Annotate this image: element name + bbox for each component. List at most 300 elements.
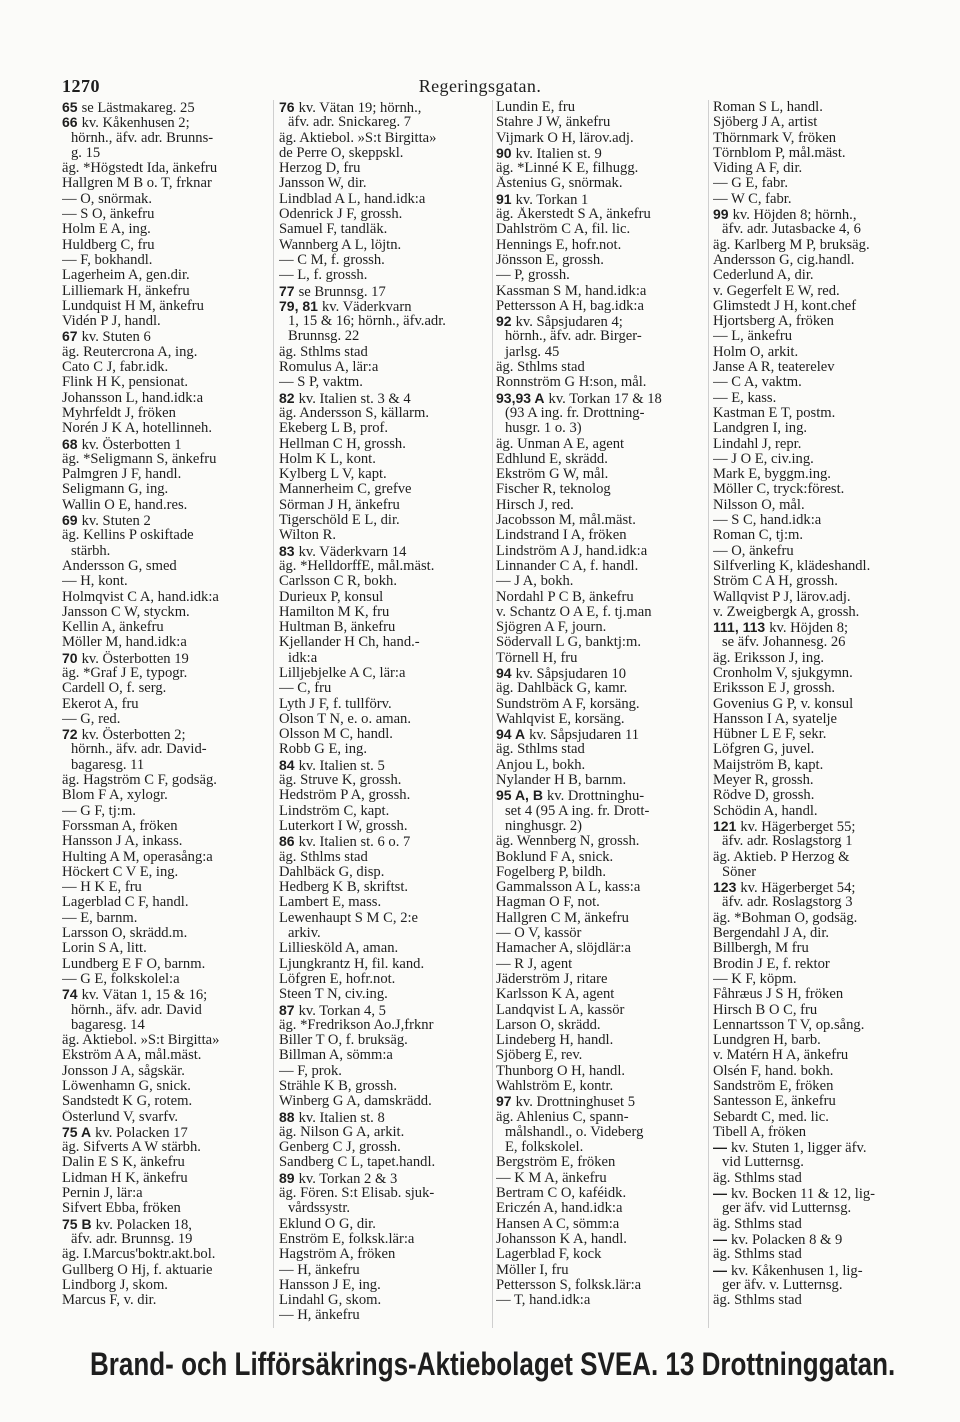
entry-line [496, 1186, 706, 1201]
entry-line [496, 1003, 706, 1018]
entry-heading [62, 1217, 270, 1232]
entry-line [279, 987, 490, 1002]
property-number: 88 [279, 1109, 295, 1125]
entry-line [713, 941, 917, 956]
entry-text: — H K E, fru [62, 880, 142, 896]
entry-text: hörnh., äfv. adr. Brunns- [71, 130, 214, 146]
entry-text: kv. Kåkenhusen 1, lig- [731, 1262, 863, 1278]
entry-line [62, 605, 270, 620]
entry-line [713, 1171, 917, 1186]
entry-text: Forssman A, fröken [62, 818, 178, 834]
entry-text: E, folkskolel. [505, 1140, 584, 1156]
entry-text: kv. Stuten 1, ligger äfv. [731, 1140, 867, 1156]
entry-text: v. Gegerfelt E W, red. [713, 283, 840, 299]
entry-line [496, 1247, 706, 1262]
entry-line [713, 788, 917, 803]
entry-line [496, 773, 706, 788]
entry-heading [279, 100, 490, 115]
entry-heading [496, 391, 706, 406]
entry-text: Lindborg J, skom. [62, 1277, 168, 1293]
entry-text: äg. Fören. S:t Elisab. sjuk- [279, 1186, 435, 1202]
entry-text: Lyth J F, f. tullförv. [279, 696, 392, 712]
entry-line [62, 1110, 270, 1125]
property-number: 75 B [62, 1216, 92, 1232]
entry-text: Carlsson C R, bokh. [279, 574, 397, 590]
entry-heading [713, 1140, 917, 1155]
entry-text: Roman S L, handl. [713, 100, 823, 115]
entry-line [713, 314, 917, 329]
entry-line [713, 131, 917, 146]
entry-line [496, 941, 706, 956]
entry-line [279, 1064, 490, 1079]
entry-text: Eriksson E J, grossh. [713, 681, 836, 697]
entry-line [713, 452, 917, 467]
entry-line [496, 467, 706, 482]
entry-text: Lennartsson T V, op.sång. [713, 1017, 865, 1033]
entry-line [279, 819, 490, 834]
entry-line [62, 314, 270, 329]
entry-heading [713, 207, 917, 222]
entry-text: Sandberg C L, tapet.handl. [279, 1155, 436, 1171]
entry-text: Hagström A, fröken [279, 1247, 396, 1263]
entry-line [713, 1247, 917, 1262]
entry-text: Strähle K B, grossh. [279, 1079, 397, 1094]
entry-text: Lilliemark H, änkefru [62, 283, 190, 299]
entry-line [62, 391, 270, 406]
entry-text: Jönsson E, grossh. [496, 252, 604, 268]
entry-line [713, 1003, 917, 1018]
entry-heading [496, 192, 706, 207]
entry-text: kv. Italien st. 5 [298, 757, 385, 774]
entry-text: Dahlström C A, fil. lic. [496, 222, 631, 238]
entry-text: Åstenius G, snörmak. [496, 176, 623, 192]
entry-text: Lindeberg H, handl. [496, 1033, 614, 1049]
entry-line [496, 574, 706, 589]
entry-text: Lindahl G, skom. [279, 1293, 382, 1309]
property-number: 121 [713, 818, 737, 834]
property-number: 79, 81 [279, 298, 318, 314]
entry-text: äg. Sthlms stad [496, 360, 585, 376]
entry-text: — C M, f. grossh. [279, 252, 385, 268]
entry-text: se Brunnsg. 17 [298, 283, 386, 299]
entry-continuation [279, 651, 490, 666]
entry-continuation [496, 819, 706, 834]
entry-text: äg. Dahlbäck G, kamr. [496, 681, 628, 697]
entry-text: kv. Österbotten 19 [81, 650, 189, 666]
entry-text: Rödve D, grossh. [713, 788, 815, 804]
entry-text: målshandl., o. Videberg [505, 1124, 644, 1140]
entry-line [496, 1110, 706, 1125]
entry-line [496, 360, 706, 375]
entry-text: Linnander C A, f. handl. [496, 558, 639, 574]
entry-line [496, 987, 706, 1002]
entry-continuation [279, 1201, 490, 1216]
entry-text: Ljungkrantz H, fil. kand. [279, 956, 425, 972]
entry-line [713, 268, 917, 283]
entry-text: — O V, kassör [496, 926, 582, 942]
property-number: 74 [62, 987, 78, 1003]
entry-text: äg. Andersson S, källarm. [279, 405, 429, 421]
entry-line [62, 1278, 270, 1293]
entry-text: Mannerheim C, grefve [279, 482, 412, 498]
entry-line [62, 957, 270, 972]
entry-text: Tigerschöld E L, dir. [279, 513, 400, 529]
entry-text: äg. Kellins P oskiftade [62, 528, 194, 544]
entry-line [62, 1094, 270, 1109]
entry-text: Seligmann G, ing. [62, 482, 169, 498]
entry-line [279, 421, 490, 436]
entry-line [62, 972, 270, 987]
entry-line [279, 635, 490, 650]
entry-text: äg. Sthlms stad [713, 1170, 802, 1186]
entry-line [713, 1125, 917, 1140]
entry-text: — L, f. grossh. [279, 268, 368, 284]
entry-text: Schödin A, handl. [713, 803, 818, 819]
entry-continuation [62, 1018, 270, 1033]
entry-continuation [279, 115, 490, 130]
entry-text: Hamilton M K, fru [279, 604, 390, 620]
entry-text: arkiv. [288, 926, 321, 942]
entry-heading [496, 788, 706, 803]
entry-line [279, 406, 490, 421]
entry-text: — C, fru [279, 681, 332, 697]
property-number: — [713, 1231, 727, 1247]
entry-line [279, 1033, 490, 1048]
entry-line [713, 391, 917, 406]
entry-line [713, 482, 917, 497]
entry-line [496, 590, 706, 605]
entry-text: Vijmark O H, lärov.adj. [496, 130, 634, 146]
page-header [0, 76, 960, 98]
entry-continuation [496, 421, 706, 436]
entry-line [713, 345, 917, 360]
property-number: 92 [496, 314, 512, 330]
entry-heading [279, 1171, 490, 1186]
entry-line [279, 773, 490, 788]
entry-text: äg. Sthlms stad [713, 1293, 802, 1309]
entry-line [496, 222, 706, 237]
entry-continuation [713, 865, 917, 880]
entry-line [496, 620, 706, 635]
entry-text: Kjellander H Ch, hand.- [279, 635, 420, 651]
entry-line [496, 207, 706, 222]
entry-text: vid Lutternsg. [722, 1155, 804, 1171]
entry-text: Stahre J W, änkefru [496, 115, 611, 131]
entry-text: Hjortsberg A, fröken [713, 314, 834, 330]
entry-text: Lagerblad F, kock [496, 1247, 602, 1263]
entry-line [279, 161, 490, 176]
entry-line [279, 253, 490, 268]
entry-text: Holm K L, kont. [279, 451, 376, 467]
property-number: 94 A [496, 727, 526, 743]
entry-text: Karlsson K A, agent [496, 987, 615, 1003]
entry-line [713, 987, 917, 1002]
entry-line [713, 467, 917, 482]
entry-line [496, 1232, 706, 1247]
entry-line [496, 972, 706, 987]
entry-continuation [62, 544, 270, 559]
entry-text: Maijström B, kapt. [713, 757, 824, 773]
entry-line [496, 742, 706, 757]
entry-text: ger äfv. v. Lutternsg. [722, 1277, 843, 1293]
entry-line [279, 528, 490, 543]
entry-line [62, 926, 270, 941]
property-number: 72 [62, 727, 78, 743]
entry-line [62, 482, 270, 497]
property-number: 99 [713, 207, 729, 223]
entry-text: Roman C, tj:m. [713, 528, 803, 544]
entry-line [713, 360, 917, 375]
entry-text: äg. *Linné K E, filhugg. [496, 161, 639, 177]
entry-text: — E, barnm. [62, 910, 138, 926]
entry-line [62, 1247, 270, 1262]
entry-heading [279, 299, 490, 314]
entry-line [62, 712, 270, 727]
footer-advertisement: Brand- och Lifförsäkrings-Aktiebolaget SVEA. 13 Drottninggatan. [90, 1346, 896, 1382]
entry-line [713, 1110, 917, 1125]
entry-text: äg. Eriksson J, ing. [713, 650, 825, 666]
entry-text: äg. Aktiebol. »S:t Birgitta» [279, 130, 437, 146]
entry-continuation [713, 1201, 917, 1216]
entry-text: Pettersson A H, bag.idk:a [496, 298, 644, 314]
entry-line [62, 590, 270, 605]
entry-text: Lindstrand I A, fröken [496, 528, 627, 544]
entry-text: Holmqvist C A, hand.idk:a [62, 589, 219, 605]
entry-continuation [62, 146, 270, 161]
entry-line [62, 574, 270, 589]
property-number: 87 [279, 1002, 295, 1018]
entry-text: äfv. adr. Roslagstorg 1 [722, 834, 853, 850]
entry-text: hörnh., äfv. adr. Birger- [505, 329, 642, 345]
property-number: 89 [279, 1170, 295, 1186]
entry-text: Törnell H, fru [496, 650, 578, 666]
entry-text: Lambert E, mass. [279, 895, 382, 911]
entry-line [62, 559, 270, 574]
entry-text: Cardell O, f. serg. [62, 681, 167, 697]
entry-text: Cederlund A, dir. [713, 268, 814, 284]
entry-text: Wahlström E, kontr. [496, 1079, 614, 1094]
entry-line [496, 452, 706, 467]
entry-text: Lindström C, kapt. [279, 803, 390, 819]
entry-heading [496, 1094, 706, 1109]
entry-heading [713, 819, 917, 834]
entry-text: Löwenhamn G, snick. [62, 1079, 191, 1094]
entry-text: Gullberg O Hj, f. aktuarie [62, 1262, 213, 1278]
entry-text: Andersson G, cig.handl. [713, 252, 855, 268]
entry-text: Bertram C O, kaféidk. [496, 1186, 627, 1202]
entry-text: Ekerot A, fru [62, 696, 139, 712]
entry-line [279, 620, 490, 635]
entry-line [279, 895, 490, 910]
entry-line [62, 911, 270, 926]
entry-line [62, 895, 270, 910]
entry-line [62, 284, 270, 299]
entry-line [62, 467, 270, 482]
entry-text: Hirsch J, red. [496, 497, 574, 513]
entry-line [62, 375, 270, 390]
entry-line [279, 697, 490, 712]
entry-text: — S P, vaktm. [279, 375, 363, 391]
entry-text: ninghusgr. 2) [505, 818, 583, 834]
entry-heading [62, 727, 270, 742]
entry-text: Huldberg C, fru [62, 237, 155, 253]
entry-line [713, 406, 917, 421]
entry-text: Hallgren C M, änkefru [496, 910, 629, 926]
entry-line [62, 1140, 270, 1155]
entry-text: Höckert C V E, ing. [62, 864, 179, 880]
entry-line [496, 850, 706, 865]
entry-text: Fischer R, teknolog [496, 482, 611, 498]
entry-line [713, 911, 917, 926]
entry-text: Jansson C W, styckm. [62, 604, 190, 620]
entry-text: Lewenhaupt S M C, 2:e [279, 910, 419, 926]
entry-line [713, 1217, 917, 1232]
entry-line [713, 329, 917, 344]
entry-text: — G E, folkskolel:a [62, 971, 180, 987]
entry-line [279, 222, 490, 237]
entry-text: Sandström E, fröken [713, 1079, 834, 1094]
street-title: Regeringsgatan. [418, 76, 542, 96]
entry-line [62, 360, 270, 375]
entry-line [713, 681, 917, 696]
entry-line [496, 482, 706, 497]
entry-text: Sundström A F, korsäng. [496, 696, 640, 712]
entry-line [279, 238, 490, 253]
entry-line [713, 1293, 917, 1308]
entry-line [62, 620, 270, 635]
entry-text: Holm E A, ing. [62, 222, 151, 238]
entry-text: — O, änkefru [713, 543, 794, 559]
entry-text: Lagerheim A, gen.dir. [62, 268, 190, 284]
entry-text: äg. Sthlms stad [279, 849, 368, 865]
entry-line [496, 758, 706, 773]
entry-text: Söner [722, 864, 757, 880]
entry-text: Jonsson J A, sågskär. [62, 1063, 185, 1079]
entry-line [279, 1140, 490, 1155]
entry-line [496, 1155, 706, 1170]
entry-heading [62, 987, 270, 1002]
entry-line [496, 1217, 706, 1232]
entry-line [713, 115, 917, 130]
entry-text: — W C, fabr. [713, 191, 792, 207]
entry-text: — J A, bokh. [496, 574, 574, 590]
entry-line [62, 253, 270, 268]
column-divider [273, 100, 274, 1328]
entry-text: — T, hand.idk:a [496, 1293, 591, 1309]
entry-text: Hennings E, hofr.not. [496, 237, 622, 253]
entry-line [62, 1079, 270, 1094]
entry-text: stärbh. [71, 543, 111, 559]
entry-text: äg. Aktiebol. »S:t Birgitta» [62, 1033, 220, 1049]
entry-line [62, 1064, 270, 1079]
entry-heading [62, 115, 270, 130]
property-number: 66 [62, 115, 78, 131]
entry-text: Boklund F A, snick. [496, 849, 614, 865]
entry-text: Blom F A, xylogr. [62, 788, 168, 804]
entry-line [713, 773, 917, 788]
entry-continuation [713, 1278, 917, 1293]
entry-continuation [279, 329, 490, 344]
entry-line [279, 176, 490, 191]
entry-line [496, 957, 706, 972]
entry-text: Lagerblad C F, handl. [62, 895, 189, 911]
entry-text: äg. Wennberg N, grossh. [496, 834, 640, 850]
entry-text: Bergendahl J A, dir. [713, 926, 830, 942]
entry-line [62, 207, 270, 222]
entry-continuation [713, 834, 917, 849]
entry-text: äg. Karlberg M P, bruksäg. [713, 237, 870, 253]
entry-heading [496, 314, 706, 329]
entry-text: Brodin J E, f. rektor [713, 956, 830, 972]
entry-line [279, 345, 490, 360]
entry-line [713, 727, 917, 742]
entry-text: Hedström P A, grossh. [279, 788, 411, 804]
property-number: 82 [279, 390, 295, 406]
entry-text: Möller C, tryck:förest. [713, 482, 845, 498]
entry-text: — G F, tj:m. [62, 803, 136, 819]
entry-line [713, 176, 917, 191]
entry-text: bagaresg. 14 [71, 1017, 145, 1033]
entry-line [713, 850, 917, 865]
entry-text: Johansson L, hand.idk:a [62, 390, 204, 406]
entry-text: Lundberg E F O, barnm. [62, 956, 206, 972]
entry-text: Thunborg O H, handl. [496, 1063, 626, 1079]
entry-text: Dahlbäck G, disp. [279, 864, 385, 880]
entry-text: Olsson M C, handl. [279, 727, 393, 743]
entry-text: — H, kont. [62, 574, 128, 590]
entry-text: Biller T O, f. bruksäg. [279, 1033, 408, 1049]
entry-line [713, 972, 917, 987]
entry-line [279, 865, 490, 880]
entry-text: äfv. adr. Roslagstorg 3 [722, 895, 853, 911]
entry-line [713, 513, 917, 528]
entry-line [713, 712, 917, 727]
entry-text: kv. Torkan 2 & 3 [298, 1170, 398, 1187]
entry-heading [713, 1186, 917, 1201]
entry-heading [279, 544, 490, 559]
entry-text: Kellin A, änkefru [62, 620, 164, 636]
entry-text: Jansson W, dir. [279, 176, 367, 192]
entry-text: Hübner L E F, sekr. [713, 727, 827, 743]
entry-line [279, 1018, 490, 1033]
entry-text: kv. Torkan 4, 5 [298, 1002, 386, 1018]
entry-text: äg. *Fredrikson Ao.J,frknr [279, 1017, 434, 1033]
entry-text: v. Zweigbergk A, grossh. [713, 604, 860, 620]
entry-heading [496, 146, 706, 161]
entry-text: Enström E, folksk.lär:a [279, 1231, 415, 1247]
entry-text: Flink H K, pensionat. [62, 375, 189, 391]
entry-line [496, 926, 706, 941]
entry-line [496, 1278, 706, 1293]
entry-text: Sjöberg J A, artist [713, 115, 818, 131]
entry-text: Sjögren A F, journ. [496, 620, 607, 636]
entry-text: kv. Torkan 1 [515, 191, 589, 208]
entry-line [496, 1079, 706, 1094]
entry-line [279, 880, 490, 895]
entry-text: kv. Väderkvarn [321, 298, 412, 315]
property-number: 84 [279, 757, 295, 773]
property-number: 76 [279, 100, 295, 115]
entry-heading [279, 834, 490, 849]
entry-text: äg. *Bohman O, godsäg. [713, 910, 858, 926]
entry-line [62, 1186, 270, 1201]
entry-line [713, 253, 917, 268]
entry-line [713, 146, 917, 161]
entry-line [496, 559, 706, 574]
entry-text: äg. Aktieb. P Herzog & [713, 849, 850, 865]
entry-text: Ström C A H, grossh. [713, 574, 838, 590]
entry-heading [279, 1003, 490, 1018]
